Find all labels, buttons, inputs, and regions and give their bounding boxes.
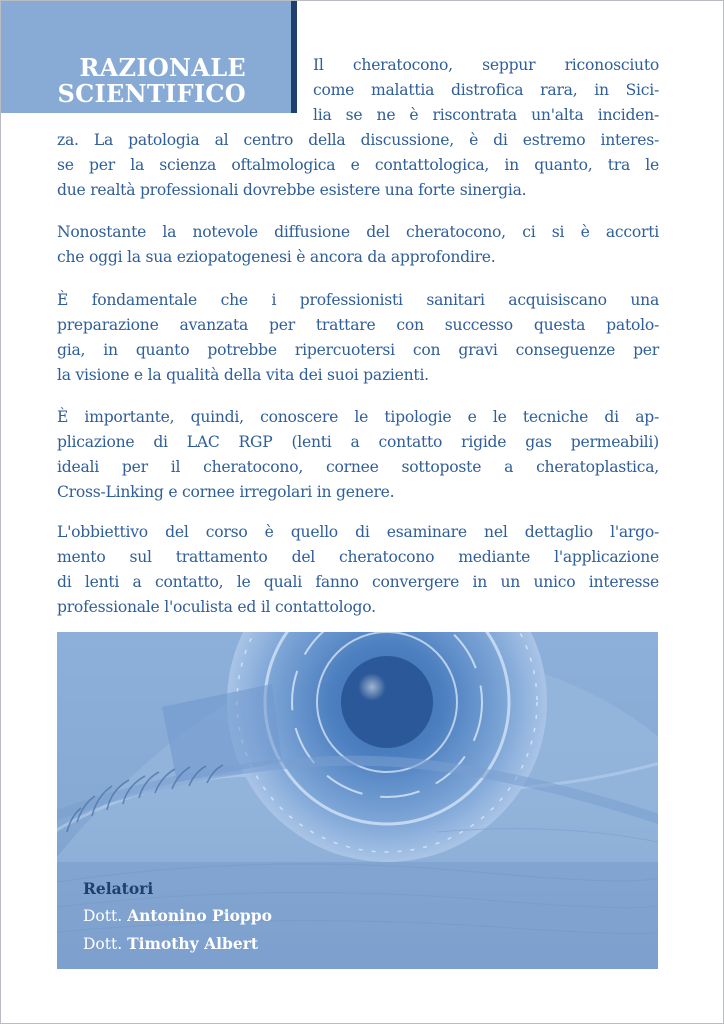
page-title [41,55,246,107]
text-line: Cross-Linking e cornee irregolari in genere. [57,483,395,501]
text-line: due realtà professionali dovrebbe esistere una forte sinergia. [57,181,527,199]
text-line: Il cheratocono, seppur riconosciuto [313,56,659,74]
text-line: plicazione di LAC RGP (lenti a contatto rigide gas permeabili) [57,433,659,451]
paragraph-intro [313,53,659,128]
text-line: Nonostante la notevole diffusione del cheratocono, ci si è accorti [57,223,659,241]
eye-photo [57,632,658,969]
text-line: la visione e la qualità della vita dei suoi pazienti. [57,366,429,384]
paragraph-diffusion [57,220,659,270]
paragraph-training [57,288,659,388]
title-line-1: RAZIONALE [79,53,246,82]
speaker-prefix: Dott. [83,907,123,925]
text-line: È importante, quindi, conoscere le tipologie e le tecniche di ap- [57,408,659,426]
speaker-prefix: Dott. [83,935,123,953]
text-line: È fondamentale che i professionisti sanitari acquisiscano una [57,291,659,309]
text-line: come malattia distrofica rara, in Sici- [313,81,659,99]
text-line: se per la scienza oftalmologica e contattologica, in quanto, tra le [57,156,659,174]
text-line: L'obbiettivo del corso è quello di esaminare nel dettaglio l'argo- [57,523,659,541]
text-line: preparazione avanzata per trattare con successo questa patolo- [57,316,659,334]
speaker-name: Timothy Albert [127,934,259,953]
text-line: ideali per il cheratocono, cornee sottoposte a cheratoplastica, [57,458,659,476]
text-line: mento sul trattamento del cheratocono mediante l'applicazione [57,548,659,566]
title-line-2: SCIENTIFICO [57,79,246,108]
text-line: gia, in quanto potrebbe ripercuotersi con gravi conseguenze per [57,341,659,359]
speaker-name: Antonino Pioppo [127,906,272,925]
title-accent-bar [291,1,297,113]
paragraph-intro-continued [57,128,659,203]
paragraph-lac-rgp [57,405,659,505]
speakers-heading: Relatori [83,879,154,898]
text-line: di lenti a contatto, le quali fanno convergere in un unico interesse [57,573,659,591]
text-line: professionale l'oculista ed il contattologo. [57,598,376,616]
text-line: che oggi la sua eziopatogenesi è ancora da approfondire. [57,248,496,266]
speakers-block [83,875,272,958]
speaker-line [83,930,272,958]
text-line: lia se ne è riscontrata un'alta inciden- [313,106,659,124]
text-line: za. La patologia al centro della discussione, è di estremo interes- [57,131,659,149]
speaker-line [83,902,272,930]
paragraph-objective [57,520,659,620]
